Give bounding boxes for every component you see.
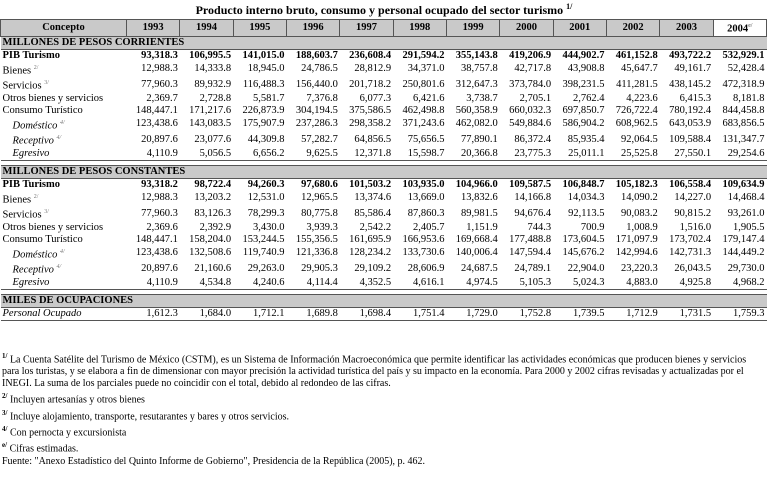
row-note-mark: 3/	[44, 209, 49, 215]
table-row	[1, 222, 767, 234]
table-row	[1, 307, 767, 320]
table-row	[1, 105, 767, 117]
row-label: Egresivo	[1, 148, 127, 161]
cell-value: 128,234.2	[349, 247, 392, 259]
footnote-1: $^{1/}$ La Cuenta Satélite del Turismo de México (CSTM), es un Sistema de Información Macroeconómica que permite identificar las actividades económicas que producen bienes y servicios para los turistas, y se elabora a fin de dimensionar con mayor precisión la actividad turística del país y su impacto en la economía. Para 2000 y 2002 cifras revisadas y actualizadas por el INEGI. La suma de los parciales puede no coincidir con el total, debido al redondeo de las cifras.	[2, 352, 747, 390]
cell-value: 371,243.6	[402, 118, 445, 130]
cell-value: 2,369.7	[146, 92, 178, 104]
section-header-corrientes: MILLONES DE PESOS CORRIENTES	[1, 36, 767, 49]
cell-value: 1,752.8	[500, 307, 553, 320]
cell-value: 12,965.5	[301, 192, 338, 204]
cell-value: 148,447.1	[135, 104, 178, 116]
cell-value: 1,731.5	[660, 307, 713, 320]
cell-value: 179,147.4	[722, 233, 765, 245]
section-header-constantes: MILLONES DE PESOS CONSTANTES	[1, 165, 767, 178]
cell-value: 27,550.1	[660, 148, 713, 161]
cell-value: 93,318.2	[141, 178, 178, 190]
cell-value: 147,594.4	[509, 247, 552, 259]
cell-value: 493,722.2	[669, 49, 712, 61]
cell-value: 28,606.9	[407, 262, 445, 274]
row-label: PIB Turismo	[2, 49, 60, 61]
cell-value: 78,299.3	[247, 207, 285, 219]
cell-value: 2,705.1	[519, 92, 552, 104]
cell-value: 14,468.4	[727, 192, 765, 204]
cell-value: 169,668.4	[455, 233, 498, 245]
cell-value: 90,083.2	[621, 207, 658, 219]
cell-value: 45,647.7	[621, 63, 658, 75]
table-row	[1, 234, 767, 246]
cell-value: 97,680.6	[301, 178, 338, 190]
header-year: 1994	[180, 20, 233, 37]
cell-value: 42,717.8	[514, 63, 552, 75]
source-note: Fuente: "Anexo Estadístico del Quinto Informe de Gobierno", Presidencia de la República (2005), p. 462.	[2, 455, 426, 467]
cell-value: 6,421.6	[412, 92, 445, 104]
header-year: 1993	[127, 20, 180, 37]
cell-value: 5,024.3	[553, 277, 606, 290]
cell-value: 1,751.4	[393, 307, 446, 320]
cell-value: 83,126.3	[194, 207, 232, 219]
cell-value: 85,935.4	[567, 133, 605, 145]
row-note-mark: 4/	[56, 264, 62, 270]
cell-value: 24,687.5	[461, 262, 498, 274]
cell-value: 462,082.0	[455, 118, 498, 130]
cell-value: 2,542.2	[359, 221, 392, 233]
data-table	[0, 19, 767, 321]
cell-value: 87,860.3	[407, 207, 445, 219]
cell-value: 109,634.9	[722, 178, 765, 190]
cell-value: 4,534.8	[180, 277, 233, 290]
cell-value: 93,318.3	[141, 49, 178, 61]
cell-value: 14,090.2	[621, 192, 658, 204]
cell-value: 158,204.0	[189, 233, 232, 245]
row-label: Servicios $^{3/}$	[2, 209, 49, 221]
header-year: 1997	[340, 20, 393, 37]
cell-value: 4,616.1	[393, 277, 446, 290]
row-label: Receptivo $^{4/}$	[12, 135, 62, 147]
cell-value: 94,260.3	[247, 178, 285, 190]
footnotes	[2, 350, 762, 468]
table-row	[1, 277, 767, 290]
cell-value: 14,227.0	[674, 192, 712, 204]
cell-value: 49,161.7	[674, 63, 712, 75]
cell-value: 175,907.9	[242, 118, 285, 130]
cell-value: 92,113.5	[568, 207, 605, 219]
cell-value: 683,856.5	[722, 118, 765, 130]
cell-value: 12,988.3	[141, 63, 178, 75]
header-year: 2000	[500, 20, 553, 37]
header-year: 1995	[233, 20, 286, 37]
cell-value: 291,594.2	[402, 49, 445, 61]
table-row	[1, 117, 767, 133]
cell-value: 472,318.9	[722, 78, 765, 90]
table-row	[1, 191, 767, 207]
cell-value: 4,883.0	[606, 277, 659, 290]
cell-value: 103,935.0	[402, 178, 445, 190]
cell-value: 132,508.6	[189, 247, 232, 259]
cell-value: 86,372.4	[514, 133, 552, 145]
cell-value: 608,962.5	[615, 118, 658, 130]
cell-value: 171,097.9	[615, 233, 658, 245]
cell-value: 304,194.5	[295, 104, 338, 116]
cell-value: 24,786.5	[301, 63, 338, 75]
cell-value: 89,981.5	[461, 207, 498, 219]
cell-value: 123,438.6	[135, 118, 178, 130]
footnote-2: $^{2/}$ Incluyen artesanías y otros bienes	[2, 392, 145, 406]
row-label: Receptivo $^{4/}$	[12, 264, 62, 276]
cell-value: 106,995.5	[189, 49, 232, 61]
row-label: Bienes $^{2/}$	[2, 64, 39, 76]
row-label: Personal Ocupado	[1, 307, 127, 320]
cell-value: 155,356.5	[295, 233, 338, 245]
cell-value: 13,669.0	[407, 192, 445, 204]
cell-value: 26,043.5	[674, 262, 712, 274]
cell-value: 1,759.3	[713, 307, 766, 320]
cell-value: 140,006.4	[455, 247, 498, 259]
cell-value: 4,110.9	[127, 148, 180, 161]
cell-value: 29,905.3	[301, 262, 338, 274]
cell-value: 298,358.2	[349, 118, 392, 130]
row-label: Bienes $^{2/}$	[2, 193, 39, 205]
cell-value: 700.9	[580, 221, 605, 233]
cell-value: 166,953.6	[402, 233, 445, 245]
cell-value: 101,503.2	[349, 178, 392, 190]
row-note-mark: 3/	[44, 80, 49, 86]
cell-value: 643,053.9	[669, 118, 712, 130]
cell-value: 13,374.6	[354, 192, 392, 204]
cell-value: 4,240.6	[233, 277, 286, 290]
cell-value: 844,458.8	[722, 104, 765, 116]
cell-value: 3,430.0	[252, 221, 285, 233]
cell-value: 20,897.6	[141, 262, 178, 274]
cell-value: 23,077.6	[194, 133, 232, 145]
row-label: Otros bienes y servicios	[2, 221, 104, 233]
cell-value: 80,775.8	[301, 207, 338, 219]
cell-value: 411,281.5	[616, 78, 658, 90]
row-note-mark: 4/	[60, 248, 65, 255]
cell-value: 438,145.2	[669, 78, 712, 90]
cell-value: 419,206.9	[509, 49, 552, 61]
cell-value: 2,762.4	[572, 92, 605, 104]
cell-value: 153,244.5	[242, 233, 285, 245]
cell-value: 4,925.8	[660, 277, 713, 290]
row-note-mark: 4/	[56, 135, 62, 141]
cell-value: 9,625.5	[286, 148, 339, 161]
cell-value: 236,608.4	[349, 49, 392, 61]
row-label: Doméstico $^{4/}$	[12, 119, 65, 131]
header-year: 2002	[606, 20, 659, 37]
cell-value: 188,603.7	[295, 49, 338, 61]
cell-value: 6,656.2	[233, 148, 286, 161]
cell-value: 29,263.0	[247, 262, 285, 274]
cell-value: 461,152.8	[615, 49, 658, 61]
cell-value: 462,498.8	[402, 104, 445, 116]
cell-value: 93,261.0	[727, 207, 765, 219]
cell-value: 4,110.9	[127, 277, 180, 290]
cell-value: 89,932.9	[194, 78, 232, 90]
title-note-mark: 1/	[566, 2, 573, 11]
cell-value: 77,890.1	[461, 133, 498, 145]
row-note-mark: 2/	[33, 193, 39, 200]
cell-value: 156,440.0	[295, 78, 338, 90]
header-year: 1996	[286, 20, 339, 37]
table-row	[1, 77, 767, 93]
title-text: Producto interno bruto, consumo y personal ocupado del sector turismo	[195, 3, 564, 17]
cell-value: 14,333.8	[194, 63, 232, 75]
cell-value: 145,676.2	[562, 247, 605, 259]
table-row	[1, 206, 767, 222]
cell-value: 119,740.9	[242, 247, 285, 259]
header-year: 2001	[553, 20, 606, 37]
cell-value: 660,032.3	[509, 104, 552, 116]
cell-value: 77,960.3	[141, 78, 178, 90]
cell-value: 12,988.3	[141, 192, 178, 204]
cell-value: 780,192.4	[669, 104, 712, 116]
cell-value: 5,056.5	[180, 148, 233, 161]
cell-value: 201,718.2	[349, 78, 392, 90]
cell-value: 12,531.0	[247, 192, 285, 204]
cell-value: 726,722.4	[615, 104, 658, 116]
cell-value: 106,558.4	[669, 178, 712, 190]
cell-value: 18,945.0	[247, 63, 285, 75]
cell-value: 1,612.3	[127, 307, 180, 320]
cell-value: 173,604.5	[562, 233, 605, 245]
table-row	[1, 178, 767, 191]
table-row	[1, 261, 767, 277]
cell-value: 7,376.8	[306, 92, 338, 104]
header-year: 2003	[660, 20, 713, 37]
cell-value: 4,223.6	[626, 92, 658, 104]
cell-value: 373,784.0	[509, 78, 552, 90]
cell-value: 1,712.1	[233, 307, 286, 320]
cell-value: 121,336.8	[295, 247, 338, 259]
cell-value: 143,083.5	[189, 118, 232, 130]
cell-value: 38,757.8	[461, 63, 498, 75]
header-concept: Concepto	[1, 20, 127, 37]
cell-value: 586,904.2	[562, 118, 605, 130]
cell-value: 6,415.3	[679, 92, 712, 104]
cell-value: 560,358.9	[455, 104, 498, 116]
cell-value: 13,203.2	[194, 192, 232, 204]
table-row	[1, 148, 767, 161]
header-row	[1, 20, 767, 37]
cell-value: 1,739.5	[553, 307, 606, 320]
cell-value: 250,801.6	[402, 78, 445, 90]
cell-value: 12,371.8	[340, 148, 393, 161]
cell-value: 5,105.3	[500, 277, 553, 290]
cell-value: 4,974.5	[446, 277, 499, 290]
cell-value: 4,352.5	[340, 277, 393, 290]
table-row	[1, 246, 767, 262]
cell-value: 14,034.3	[567, 192, 605, 204]
cell-value: 13,832.6	[461, 192, 498, 204]
table-row	[1, 93, 767, 105]
cell-value: 144,449.2	[722, 247, 765, 259]
cell-value: 94,676.4	[514, 207, 552, 219]
cell-value: 109,587.5	[509, 178, 552, 190]
cell-value: 25,525.8	[606, 148, 659, 161]
cell-value: 4,114.4	[286, 277, 339, 290]
cell-value: 398,231.5	[562, 78, 605, 90]
cell-value: 549,884.6	[509, 118, 552, 130]
cell-value: 744.3	[527, 221, 552, 233]
row-label: Servicios $^{3/}$	[2, 80, 49, 92]
cell-value: 141,015.0	[242, 49, 285, 61]
cell-value: 123,438.6	[135, 247, 178, 259]
cell-value: 4,968.2	[713, 277, 766, 290]
cell-value: 28,812.9	[354, 63, 392, 75]
table-row	[1, 49, 767, 62]
cell-value: 20,366.8	[446, 148, 499, 161]
cell-value: 90,815.2	[674, 207, 712, 219]
footnote-3: $^{3/}$ Incluye alojamiento, transporte, resutarantes y bares y otros servicios.	[2, 408, 290, 422]
cell-value: 3,939.3	[306, 221, 338, 233]
cell-value: 106,848.7	[562, 178, 605, 190]
header-year: $2004^{e/}$	[713, 20, 766, 37]
cell-value: 6,077.3	[359, 92, 392, 104]
cell-value: 2,728.8	[199, 92, 232, 104]
cell-value: 148,447.1	[135, 233, 178, 245]
header-year: 1998	[393, 20, 446, 37]
cell-value: 29,254.6	[713, 148, 766, 161]
row-label: Consumo Turístico	[2, 233, 83, 245]
cell-value: 29,109.2	[354, 262, 392, 274]
table-row	[1, 132, 767, 148]
cell-value: 34,371.0	[407, 63, 445, 75]
cell-value: 375,586.5	[349, 104, 392, 116]
cell-value: 52,428.4	[727, 63, 765, 75]
cell-value: 142,731.3	[669, 247, 712, 259]
cell-value: 105,182.3	[615, 178, 658, 190]
cell-value: 23,775.3	[500, 148, 553, 161]
cell-value: 8,181.8	[733, 92, 765, 104]
cell-value: 23,220.3	[621, 262, 658, 274]
cell-value: 44,309.8	[247, 133, 285, 145]
cell-value: 131,347.7	[722, 133, 765, 145]
footnote-4: $^{4/}$ Con pernocta y excursionista	[2, 424, 127, 439]
cell-value: 14,166.8	[514, 192, 552, 204]
row-label: Egresivo	[1, 277, 127, 290]
cell-value: 85,586.4	[354, 207, 392, 219]
cell-value: 21,160.6	[194, 262, 232, 274]
cell-value: 1,698.4	[340, 307, 393, 320]
table-title	[0, 2, 768, 18]
cell-value: 24,789.1	[514, 262, 552, 274]
row-note-mark: 4/	[60, 119, 65, 126]
section-header-ocupaciones: MILES DE OCUPACIONES	[1, 294, 767, 307]
cell-value: 20,897.6	[141, 133, 178, 145]
cell-value: 237,286.3	[295, 118, 338, 130]
cell-value: 29,730.0	[727, 262, 765, 274]
cell-value: 1,712.9	[606, 307, 659, 320]
cell-value: 697,850.7	[562, 104, 605, 116]
cell-value: 1,684.0	[180, 307, 233, 320]
cell-value: 116,488.3	[242, 78, 285, 90]
cell-value: 57,282.7	[301, 133, 338, 145]
cell-value: 22,904.0	[567, 262, 605, 274]
cell-value: 5,581.7	[252, 92, 285, 104]
cell-value: 2,405.7	[412, 221, 445, 233]
cell-value: 161,695.9	[349, 233, 392, 245]
cell-value: 64,856.5	[354, 133, 392, 145]
row-label: Doméstico $^{4/}$	[12, 248, 65, 260]
cell-value: 142,994.6	[615, 247, 658, 259]
cell-value: 3,738.7	[466, 92, 498, 104]
cell-value: 15,598.7	[393, 148, 446, 161]
cell-value: 2,392.9	[199, 221, 232, 233]
cell-value: 312,647.3	[455, 78, 498, 90]
cell-value: 1,905.5	[733, 221, 765, 233]
table-row	[1, 62, 767, 78]
cell-value: 43,908.8	[567, 63, 605, 75]
cell-value: 1,008.9	[626, 221, 658, 233]
cell-value: 98,722.4	[194, 178, 232, 190]
cell-value: 104,966.0	[455, 178, 498, 190]
row-label: PIB Turismo	[2, 178, 60, 190]
cell-value: 171,217.6	[189, 104, 232, 116]
row-note-mark: 2/	[33, 64, 39, 71]
cell-value: 2,369.6	[146, 221, 178, 233]
cell-value: 532,929.1	[722, 49, 765, 61]
row-label: Otros bienes y servicios	[2, 92, 104, 104]
row-label: Consumo Turístico	[2, 104, 83, 116]
cell-value: 77,960.3	[141, 207, 178, 219]
cell-value: 173,702.4	[669, 233, 712, 245]
cell-value: 1,689.8	[286, 307, 339, 320]
cell-value: 109,588.4	[669, 133, 712, 145]
header-year: 1999	[446, 20, 499, 37]
cell-value: 133,730.6	[402, 247, 445, 259]
cell-value: 92,064.5	[621, 133, 658, 145]
cell-value: 226,873.9	[242, 104, 285, 116]
footnote-e: $^{e/}$ Cifras estimadas.	[2, 441, 79, 455]
cell-value: 25,011.1	[553, 148, 606, 161]
year-note-mark: e/	[748, 23, 753, 29]
cell-value: 1,151.9	[466, 221, 498, 233]
cell-value: 444,902.7	[562, 49, 605, 61]
cell-value: 1,729.0	[446, 307, 499, 320]
cell-value: 355,143.8	[455, 49, 498, 61]
cell-value: 177,488.8	[509, 233, 552, 245]
cell-value: 1,516.0	[679, 221, 712, 233]
cell-value: 75,656.5	[407, 133, 445, 145]
